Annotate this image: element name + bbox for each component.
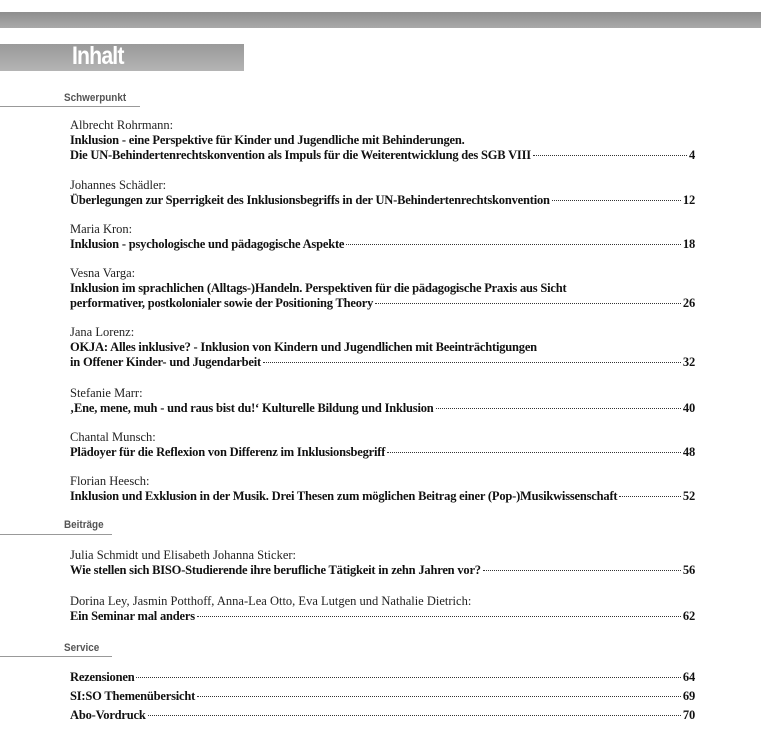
page-title: Inhalt bbox=[72, 42, 124, 70]
entry-author: Johannes Schädler: bbox=[70, 178, 167, 192]
entry-author: Dorina Ley, Jasmin Potthoff, Anna-Lea Otto, Eva Lutgen und Nathalie Dietrich: bbox=[70, 594, 472, 608]
toc-entry bbox=[70, 266, 695, 311]
leader-dots bbox=[375, 303, 681, 304]
leader-dots bbox=[136, 677, 680, 678]
toc-entry bbox=[70, 474, 695, 504]
leader-dots bbox=[619, 496, 681, 497]
leader-dots bbox=[263, 362, 681, 363]
section-label-schwerpunkt: Schwerpunkt bbox=[64, 92, 127, 104]
leader-dots bbox=[197, 696, 681, 697]
entry-title-line: Ein Seminar mal anders 62 bbox=[70, 609, 695, 623]
page-number: 48 bbox=[682, 445, 695, 459]
entry-title-line: in Offener Kinder- und Jugendarbeit 32 bbox=[70, 355, 695, 369]
section-rule bbox=[0, 656, 112, 657]
section-rule bbox=[0, 106, 140, 107]
entry-author: Jana Lorenz: bbox=[70, 325, 135, 339]
leader-dots bbox=[148, 715, 681, 716]
page-number: 62 bbox=[682, 609, 695, 623]
leader-dots bbox=[197, 616, 681, 617]
entry-author: Vesna Varga: bbox=[70, 266, 136, 280]
page-number: 70 bbox=[682, 708, 695, 722]
leader-dots bbox=[483, 570, 681, 571]
entry-title-line: Inklusion - psychologische und pädagogische Aspekte 18 bbox=[70, 237, 695, 251]
leader-dots bbox=[436, 408, 681, 409]
toc-entry bbox=[70, 222, 695, 252]
toc-entry bbox=[70, 430, 695, 460]
leader-dots bbox=[552, 200, 681, 201]
section-label-service: Service bbox=[64, 642, 100, 654]
toc-entry bbox=[70, 178, 695, 208]
toc-entry bbox=[70, 594, 695, 624]
toc-entry bbox=[70, 325, 695, 370]
toc-entry bbox=[70, 118, 695, 163]
entry-title-line: Inklusion und Exklusion in der Musik. Drei Thesen zum möglichen Beitrag einer (Pop-)Musikwissenschaft 52 bbox=[70, 489, 695, 503]
entry-author: Maria Kron: bbox=[70, 222, 133, 236]
page-number: 4 bbox=[688, 148, 695, 162]
page-number: 52 bbox=[682, 489, 695, 503]
entry-title-line: Die UN-Behindertenrechtskonvention als Impuls für die Weiterentwicklung des SGB VIII 4 bbox=[70, 148, 695, 162]
page-number: 12 bbox=[682, 193, 695, 207]
entry-author: Albrecht Rohrmann: bbox=[70, 118, 174, 132]
top-banner bbox=[0, 12, 761, 28]
section-label-beitraege: Beiträge bbox=[64, 519, 104, 531]
entry-author: Julia Schmidt und Elisabeth Johanna Sticker: bbox=[70, 548, 297, 562]
entry-title-line: Inklusion - eine Perspektive für Kinder und Jugendliche mit Behinderungen. bbox=[70, 133, 465, 147]
service-list bbox=[70, 668, 695, 725]
entry-title-line: Wie stellen sich BISO-Studierende ihre berufliche Tätigkeit in zehn Jahren vor? 56 bbox=[70, 563, 695, 577]
toc-entry bbox=[70, 386, 695, 416]
entry-author: Stefanie Marr: bbox=[70, 386, 143, 400]
page-number: 56 bbox=[682, 563, 695, 577]
section-rule bbox=[0, 534, 112, 535]
entry-title-line: Überlegungen zur Sperrigkeit des Inklusionsbegriffs in der UN-Behindertenrechtskonvention 12 bbox=[70, 193, 695, 207]
entry-title-line: Plädoyer für die Reflexion von Differenz im Inklusionsbegriff 48 bbox=[70, 445, 695, 459]
entry-title-line: ‚Ene, mene, muh - und raus bist du!‘ Kulturelle Bildung und Inklusion 40 bbox=[70, 401, 695, 415]
page-number: 18 bbox=[682, 237, 695, 251]
service-item: SI:SO Themenübersicht 69 bbox=[70, 687, 695, 706]
leader-dots bbox=[387, 452, 681, 453]
page-number: 69 bbox=[682, 689, 695, 703]
entry-title-line: Inklusion im sprachlichen (Alltags-)Handeln. Perspektiven für die pädagogische Praxis aus Sicht bbox=[70, 281, 567, 295]
page-number: 26 bbox=[682, 296, 695, 310]
leader-dots bbox=[533, 155, 687, 156]
entry-author: Chantal Munsch: bbox=[70, 430, 156, 444]
entry-title-line: OKJA: Alles inklusive? - Inklusion von Kindern und Jugendlichen mit Beeinträchtigungen bbox=[70, 340, 537, 354]
page-number: 32 bbox=[682, 355, 695, 369]
leader-dots bbox=[346, 244, 681, 245]
page-number: 64 bbox=[682, 670, 695, 684]
service-item: Abo-Vordruck 70 bbox=[70, 706, 695, 725]
service-item: Rezensionen 64 bbox=[70, 668, 695, 687]
page-number: 40 bbox=[682, 401, 695, 415]
entry-title-line: performativer, postkolonialer sowie der Positioning Theory 26 bbox=[70, 296, 695, 310]
toc-entry bbox=[70, 548, 695, 578]
entry-author: Florian Heesch: bbox=[70, 474, 150, 488]
